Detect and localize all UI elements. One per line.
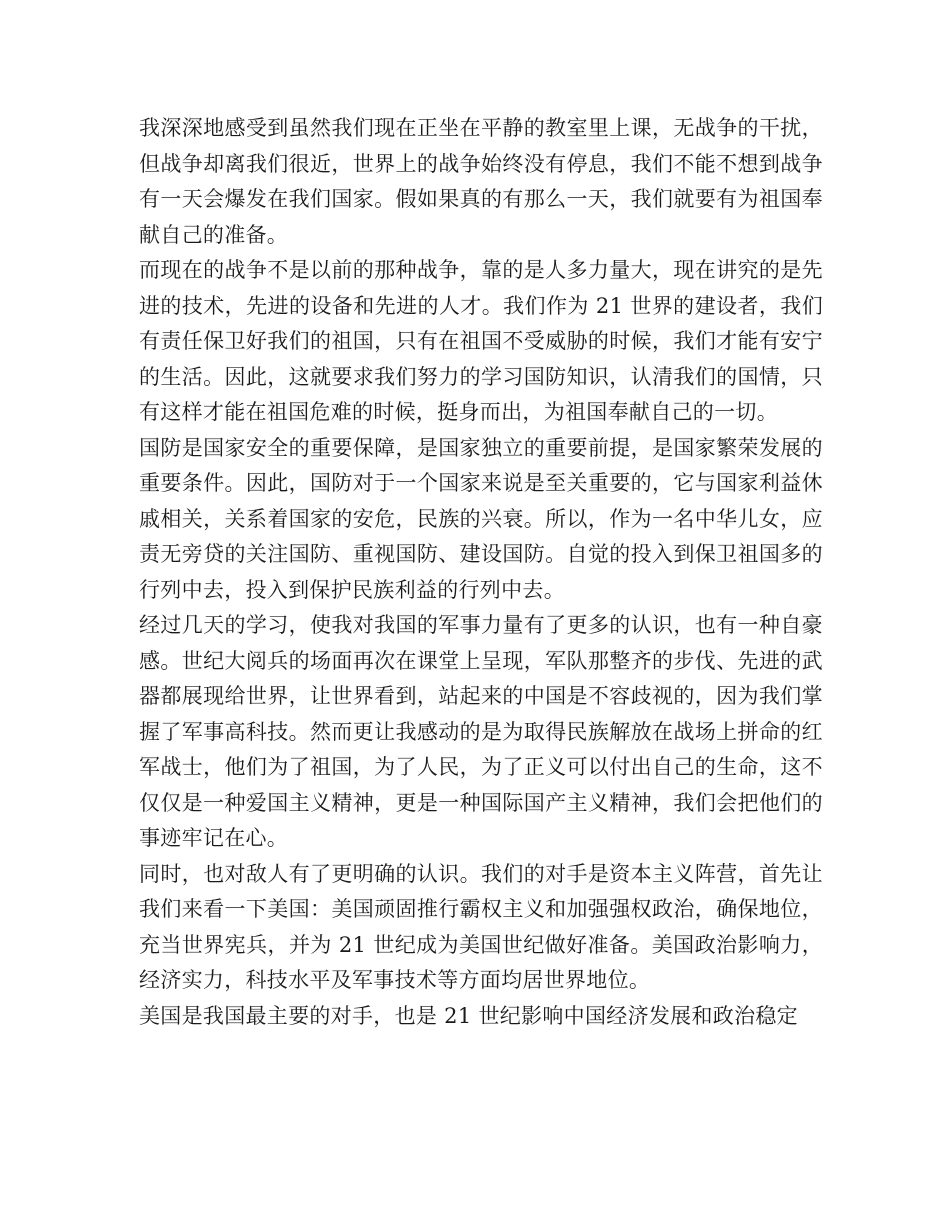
paragraph-3: 国防是国家安全的重要保障，是国家独立的重要前提，是国家繁荣发展的重要条件。因此，国防对于一个国家来说是至关重要的，它与国家利益休戚相关，关系着国家的安危，民族的兴衰。所以，作为一名中华儿女，应责无旁贷的关注国防、重视国防、建设国防。自觉的投入到保卫祖国多的行列中去，投入到保护民族利益的行列中去。: [139, 435, 823, 602]
paragraph-2: 而现在的战争不是以前的那种战争，靠的是人多力量大，现在讲究的是先进的技术，先进的设备和先进的人才。我们作为 21 世界的建设者，我们有责任保卫好我们的祖国，只有在祖国不受威胁的时候，我们才能有安宁的生活。因此，这就要求我们努力的学习国防知识，认清我们的国情，只有这样才能在祖国危难的时候，挺身而出，为祖国奉献自己的一切。: [139, 258, 823, 424]
paragraph-5: 同时，也对敌人有了更明确的认识。我们的对手是资本主义阵营，首先让我们来看一下美国：美国顽固推行霸权主义和加强强权政治，确保地位，充当世界宪兵，并为 21 世纪成为美国世纪做好准备。美国政治影响力，经济实力，科技水平及军事技术等方面均居世界地位。: [139, 861, 823, 992]
paragraph-1: 我深深地感受到虽然我们现在正坐在平静的教室里上课，无战争的干扰，但战争却离我们很近，世界上的战争始终没有停息，我们不能不想到战争有一天会爆发在我们国家。假如果真的有那么一天，我们就要有为祖国奉献自己的准备。: [139, 116, 823, 247]
document-body: [139, 111, 823, 1034]
paragraph-6: 美国是我国最主要的对手，也是 21 世纪影响中国经济发展和政治稳定: [139, 1003, 798, 1028]
paragraph-4: 经过几天的学习，使我对我国的军事力量有了更多的认识，也有一种自豪感。世纪大阅兵的场面再次在课堂上呈现，军队那整齐的步伐、先进的武器都展现给世界，让世界看到，站起来的中国是不容歧视的，因为我们掌握了军事高科技。然而更让我感动的是为取得民族解放在战场上拼命的红军战士，他们为了祖国，为了人民，为了正义可以付出自己的生命，这不仅仅是一种爱国主义精神，更是一种国际国产主义精神，我们会把他们的事迹牢记在心。: [139, 613, 823, 850]
